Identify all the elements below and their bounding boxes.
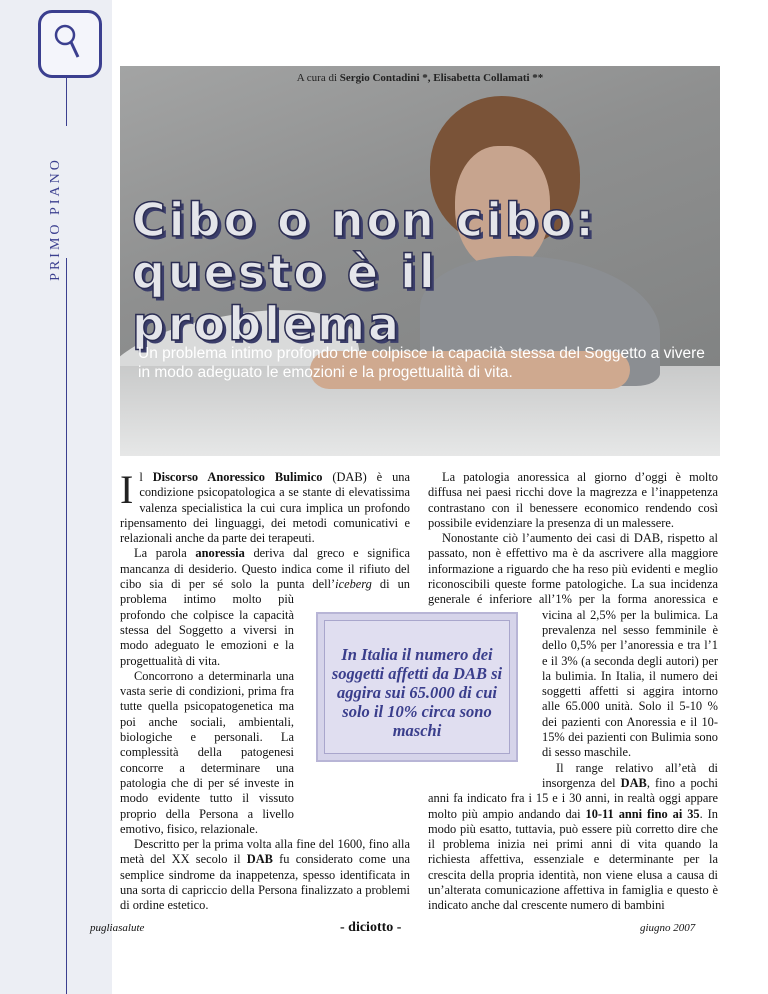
rail-line-top	[66, 78, 67, 126]
paragraph: Concorrono a determinarla una vasta serie di condizioni, prima fra tutte quella psicopatogenetica ma poi anche sociali, ambientali, biologiche e personali. La complessità della patogenesi concorre a determinare una patologia che di per sé investe in modo evidente tutto il vissuto proprio della Persona a livello emotivo, fisico, relazionale.	[120, 668, 294, 836]
section-logo	[38, 10, 102, 78]
section-label: PRIMO PIANO	[48, 157, 63, 281]
byline-prefix: A cura di	[296, 72, 338, 84]
paragraph: Nonostante ciò l’aumento dei casi di DAB, rispetto al passato, non è effettivo ma è da ascrivere alla maggiore informazione a riguardo che ha reso più evidenti e meglio riconoscibili queste forme patologiche. La sua incidenza generale é inferiore all’1% per la forma anoressica e vicina al 2,5% per la bulimica. La prevalenza nel sesso femminile è dello 0,5% per l’anoressia e tra l’1 e il 3% (a seconda degli autori) per la bulimia. In Italia, il numero dei soggetti affetti si aggira intorno alle 65.000 unità. Solo il 5-10 % dei pazienti con Anoressia e il 10-15% dei pazienti con Bulimia sono di sesso maschile.	[428, 531, 718, 760]
byline-authors: Sergio Contadini *, Elisabetta Collamati **	[339, 72, 544, 84]
paragraph: Il range relativo all’età di insorgenza del DAB, fino a pochi anni fa indicato fra i 15 e i 30 anni, in realtà oggi appare molto più ampio andando dai 10-11 anni fino ai 35. In modo più esatto, tuttavia, può essere più corretto dire che il problema inizia nei primi anni di vita quando la richiesta affettiva, essenziale e determinante per la crescita della propria identità, non viene elusa a causa di un’alterata comunicazione affettiva in famiglia e questo è indicato anche dal crescente numero di bambini	[428, 760, 718, 913]
rail-line-bottom	[66, 258, 67, 994]
article-subtitle: Un problema intimo profondo che colpisce la capacità stessa del Soggetto a vivere in modo adeguato le emozioni e la progettualità di vita.	[138, 345, 705, 381]
dropcap: I	[120, 467, 134, 512]
pullquote-box	[316, 612, 518, 762]
pullquote-inner	[324, 620, 510, 754]
paragraph: La patologia anoressica al giorno d’oggi è molto diffusa nei paesi ricchi dove la magrezza e l’inappetenza contrastano con il benessere economico rendendo così possibile evidenziare la presenza di un malessere.	[428, 470, 718, 530]
paragraph: Il Discorso Anoressico Bulimico (DAB) è una condizione psicopatologica a se stante di elevatissima valenza specialistica la cui cura implica un profondo ripensamento dei linguaggi, dei metodi comunicativi e relazionali anche da parte dei terapeuti.	[120, 467, 410, 546]
paragraph: La parola anoressia deriva dal greco e significa mancanza di desiderio. Questo indica come il rifiuto del cibo sia di per sé solo la punta dell’iceberg di un problema intimo molto più profondo che colpisce la capacità stessa del Soggetto a viversi in modo adeguato le emozioni e la progettualità di vita.	[120, 546, 410, 668]
info-icon	[53, 23, 83, 61]
hero-image	[120, 66, 720, 456]
footer-page-number: - diciotto -	[340, 920, 402, 935]
pullquote-text: In Italia il numero dei soggetti affetti da DAB si aggira sui 65.000 di cui solo il 10% circa sono maschi	[331, 645, 503, 740]
paragraph: Descritto per la prima volta alla fine del 1600, fino alla metà del XX secolo il DAB fu considerato come una semplice sindrome da inappetenza, spesso identificata in una sorta di capriccio della Persona finalizzato a problemi di ordine estetico.	[120, 837, 410, 913]
article-title: Cibo o non cibo: questo è il problema	[132, 193, 597, 351]
footer-publication: pugliasalute	[90, 922, 145, 934]
byline	[120, 72, 720, 84]
footer-date: giugno 2007	[640, 922, 696, 934]
